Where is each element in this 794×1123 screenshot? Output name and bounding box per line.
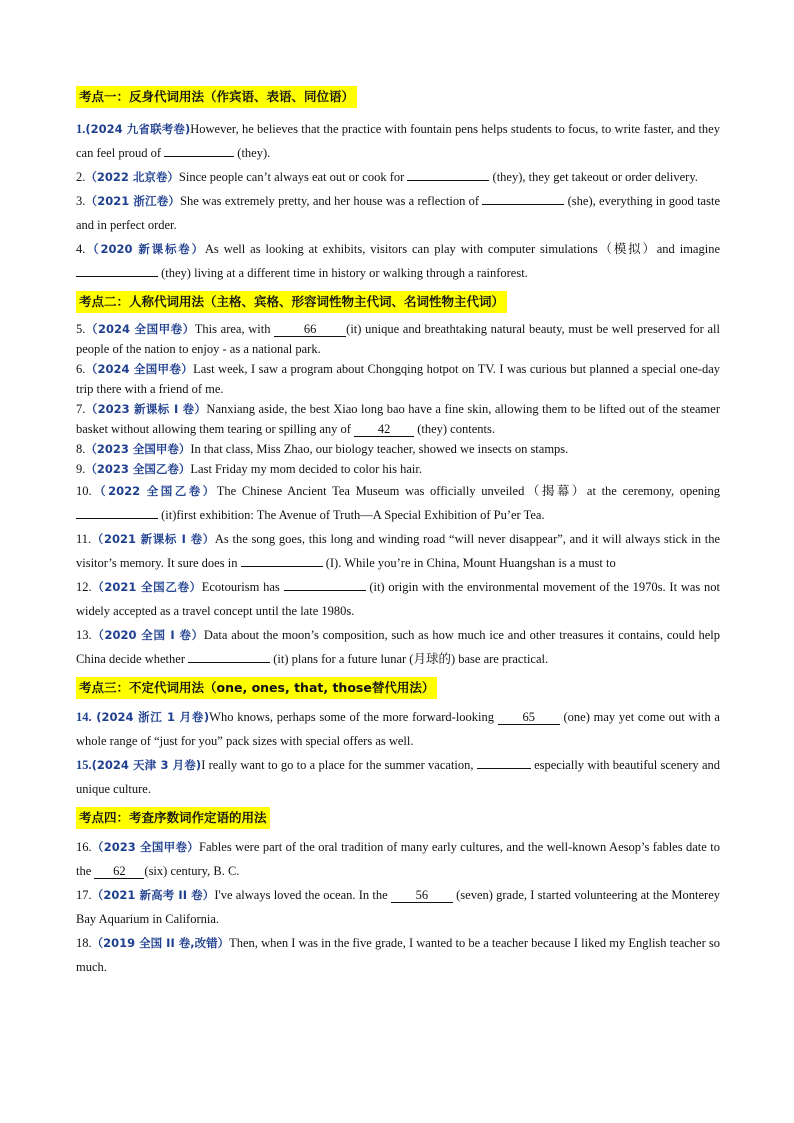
question-number: 5. [76,322,86,336]
question-number: 11. [76,532,92,546]
answer-blank[interactable]: 62 [94,864,144,879]
question-number: 13. [76,628,92,642]
question-17 [76,883,720,931]
question-text: As well as looking at exhibits, visitors can play with computer simulations（模拟）and imagine [204,242,721,256]
question-18 [76,931,720,979]
section-title-2: 考点二：人称代词用法（主格、宾格、形容词性物主代词、名词性物主代词） [76,291,507,313]
question-text-end: (one) may yet come out with a whole range of “just for you” pack sizes with special offers as well. [76,710,720,748]
question-text-end: (I). While you’re in China, Mount Huangshan is a must to [322,556,616,570]
question-source: (2024 浙江 1 月卷) [91,710,210,724]
question-source: (2024 天津 3 月卷) [91,758,202,772]
answer-blank[interactable] [482,204,564,205]
question-text-end: (they). [234,146,271,160]
question-16 [76,835,720,883]
question-source: （2023 全国甲卷） [91,840,200,854]
question-source: （2021 新高考 II 卷） [91,888,215,902]
question-3 [76,189,720,237]
question-text: However, he believes that the practice with fountain pens helps students to focus, to write faster, and they can feel proud of [76,122,720,160]
question-text: In that class, Miss Zhao, our biology teacher, showed we insects on stamps. [190,442,569,456]
question-number: 9. [76,462,86,476]
question-7 [76,399,720,439]
question-text: Last Friday my mom decided to color his hair. [190,462,422,476]
question-number: 3. [76,194,86,208]
question-text: I really want to go to a place for the summer vacation, [201,758,477,772]
question-10 [76,479,720,527]
question-4 [76,237,720,285]
answer-blank[interactable] [164,156,234,157]
question-number: 1. [76,122,86,136]
question-12 [76,575,720,623]
question-number: 18. [76,936,92,950]
worksheet-page [76,86,720,979]
question-14 [76,705,720,753]
question-number: 15. [76,758,92,772]
answer-blank[interactable] [76,518,158,519]
question-source: （2020 全国 I 卷） [91,628,204,642]
question-source: （2022 全国乙卷） [91,484,217,498]
question-6 [76,359,720,399]
question-source: （2023 全国甲卷） [85,442,191,456]
question-number: 4. [76,242,86,256]
question-15 [76,753,720,801]
question-text-end: (six) century, B. C. [144,864,240,878]
question-text-end: (it) unique and breathtaking natural beauty, must be well preserved for all people of the nation to enjoy - as a national park. [76,322,720,356]
question-text: I've always loved the ocean. In the [214,888,391,902]
question-number: 2. [76,170,86,184]
question-8 [76,439,720,459]
question-number: 14. [76,710,92,724]
question-number: 16. [76,840,92,854]
question-text-end: (seven) grade, I started volunteering at the Monterey Bay Aquarium in California. [76,888,720,926]
question-text: Data about the moon’s composition, such as how much ice and other treasures it contains, could help China decide whether [76,628,720,666]
question-text-end: especially with beautiful scenery and unique culture. [76,758,720,796]
question-source: （2021 全国乙卷） [91,580,202,594]
question-text: Then, when I was in the five grade, I wanted to be a teacher because I liked my English teacher so much. [76,936,720,974]
question-source: （2024 全国甲卷） [85,322,195,336]
question-source: （2023 新课标 I 卷） [85,402,207,416]
question-text-end: (it)first exhibition: The Avenue of Truth—A Special Exhibition of Pu’er Tea. [158,508,545,522]
answer-blank[interactable] [284,590,366,591]
section-title-3: 考点三：不定代词用法（one, ones, that, those替代用法） [76,677,437,699]
question-5 [76,319,720,359]
question-text: Nanxiang aside, the best Xiao long bao have a fine skin, allowing them to be lifted out of the steamer basket without allowing them tearing or spilling any of [76,402,720,436]
question-number: 10. [76,484,92,498]
question-source: （2019 全国 II 卷,改错） [91,936,230,950]
question-text: As the song goes, this long and winding road “will never disappear”, and it will always stick in the visitor’s memory. It sure does in [76,532,721,570]
question-source: (2024 九省联考卷) [85,122,191,136]
question-number: 6. [76,362,86,376]
question-source: （2021 新课标 I 卷） [91,532,215,546]
question-text: Since people can’t always eat out or cook for [178,170,408,184]
question-text: Last week, I saw a program about Chongqing hotpot on TV. I was curious but planned a special one-day trip there with a friend of me. [76,362,721,396]
question-text: Who knows, perhaps some of the more forward-looking [209,710,498,724]
answer-blank[interactable]: 65 [498,710,560,725]
question-number: 8. [76,442,86,456]
question-text-end: (they), they get takeout or order delivery. [489,170,698,184]
question-9 [76,459,720,479]
question-text-end: (they) contents. [414,422,495,436]
question-2 [76,165,720,189]
answer-blank[interactable] [188,662,270,663]
question-source: （2022 北京卷） [85,170,179,184]
question-text: The Chinese Ancient Tea Museum was officially unveiled（揭幕）at the ceremony, opening [216,484,720,498]
question-number: 17. [76,888,92,902]
question-source: （2020 新课标卷） [85,242,205,256]
answer-blank[interactable] [477,768,531,769]
question-text: Ecotourism has [201,580,284,594]
question-text-end: (it) plans for a future lunar (月球的) base are practical. [270,652,549,666]
section-title-1: 考点一：反身代词用法（作宾语、表语、同位语） [76,86,357,108]
question-text: This area, with [194,322,275,336]
question-text-end: (they) living at a different time in history or walking through a rainforest. [158,266,528,280]
question-11 [76,527,720,575]
question-number: 7. [76,402,86,416]
answer-blank[interactable]: 42 [354,422,414,437]
question-text-end: (she), everything in good taste and in perfect order. [76,194,720,232]
question-source: （2024 全国甲卷） [85,362,194,376]
answer-blank[interactable] [76,276,158,277]
question-text: She was extremely pretty, and her house was a reflection of [180,194,483,208]
answer-blank[interactable] [407,180,489,181]
question-13 [76,623,720,671]
question-source: （2023 全国乙卷） [85,462,191,476]
answer-blank[interactable]: 66 [274,322,346,337]
answer-blank[interactable]: 56 [391,888,453,903]
question-text: Fables were part of the oral tradition of many early cultures, and the well-known Aesop’s fables date to the [76,840,720,878]
question-1 [76,117,720,165]
question-number: 12. [76,580,92,594]
question-source: （2021 浙江卷） [85,194,181,208]
answer-blank[interactable] [241,566,323,567]
question-text-end: (it) origin with the environmental movement of the 1970s. It was not widely accepted as a travel concept until the late 1980s. [76,580,721,618]
section-title-4: 考点四：考查序数词作定语的用法 [76,807,270,829]
